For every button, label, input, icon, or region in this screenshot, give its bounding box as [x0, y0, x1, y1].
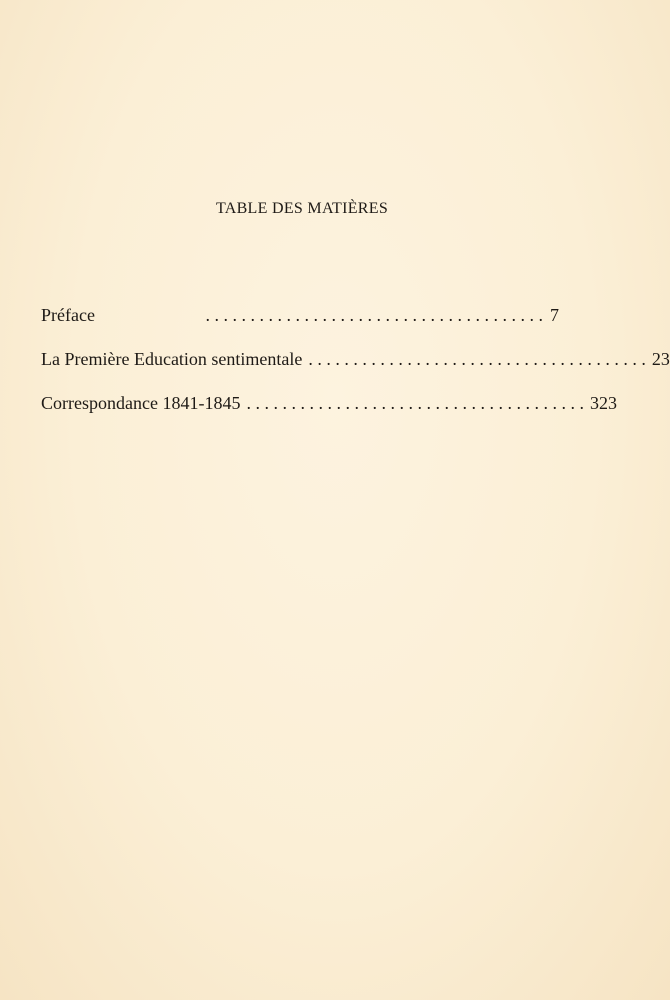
toc-entry-correspondance — [41, 393, 617, 437]
toc-entry-title: Préface — [41, 305, 95, 325]
toc-entry-preface — [41, 305, 559, 349]
dot-leader: . . . . . . . . . . . . . . . . . . . . . . . . . . . . . . . . . . . . . . — [246, 393, 584, 413]
toc-entry-page-number: 7 — [550, 305, 559, 325]
toc-entry-title: Correspondance 1841-1845 — [41, 393, 241, 413]
toc-entry-page-number: 323 — [589, 393, 617, 413]
toc-entry-title: La Première Education sentimentale — [41, 349, 303, 369]
toc-entry-page-number: 23 — [651, 349, 670, 369]
table-of-contents — [41, 305, 670, 437]
dot-leader: . . . . . . . . . . . . . . . . . . . . . . . . . . . . . . . . . . . . . . — [308, 349, 646, 369]
toc-entry-premiere-education — [41, 349, 670, 393]
table-of-contents-heading: TABLE DES MATIÈRES — [215, 200, 389, 217]
dot-leader: . . . . . . . . . . . . . . . . . . . . . . . . . . . . . . . . . . . . . . — [205, 305, 543, 325]
